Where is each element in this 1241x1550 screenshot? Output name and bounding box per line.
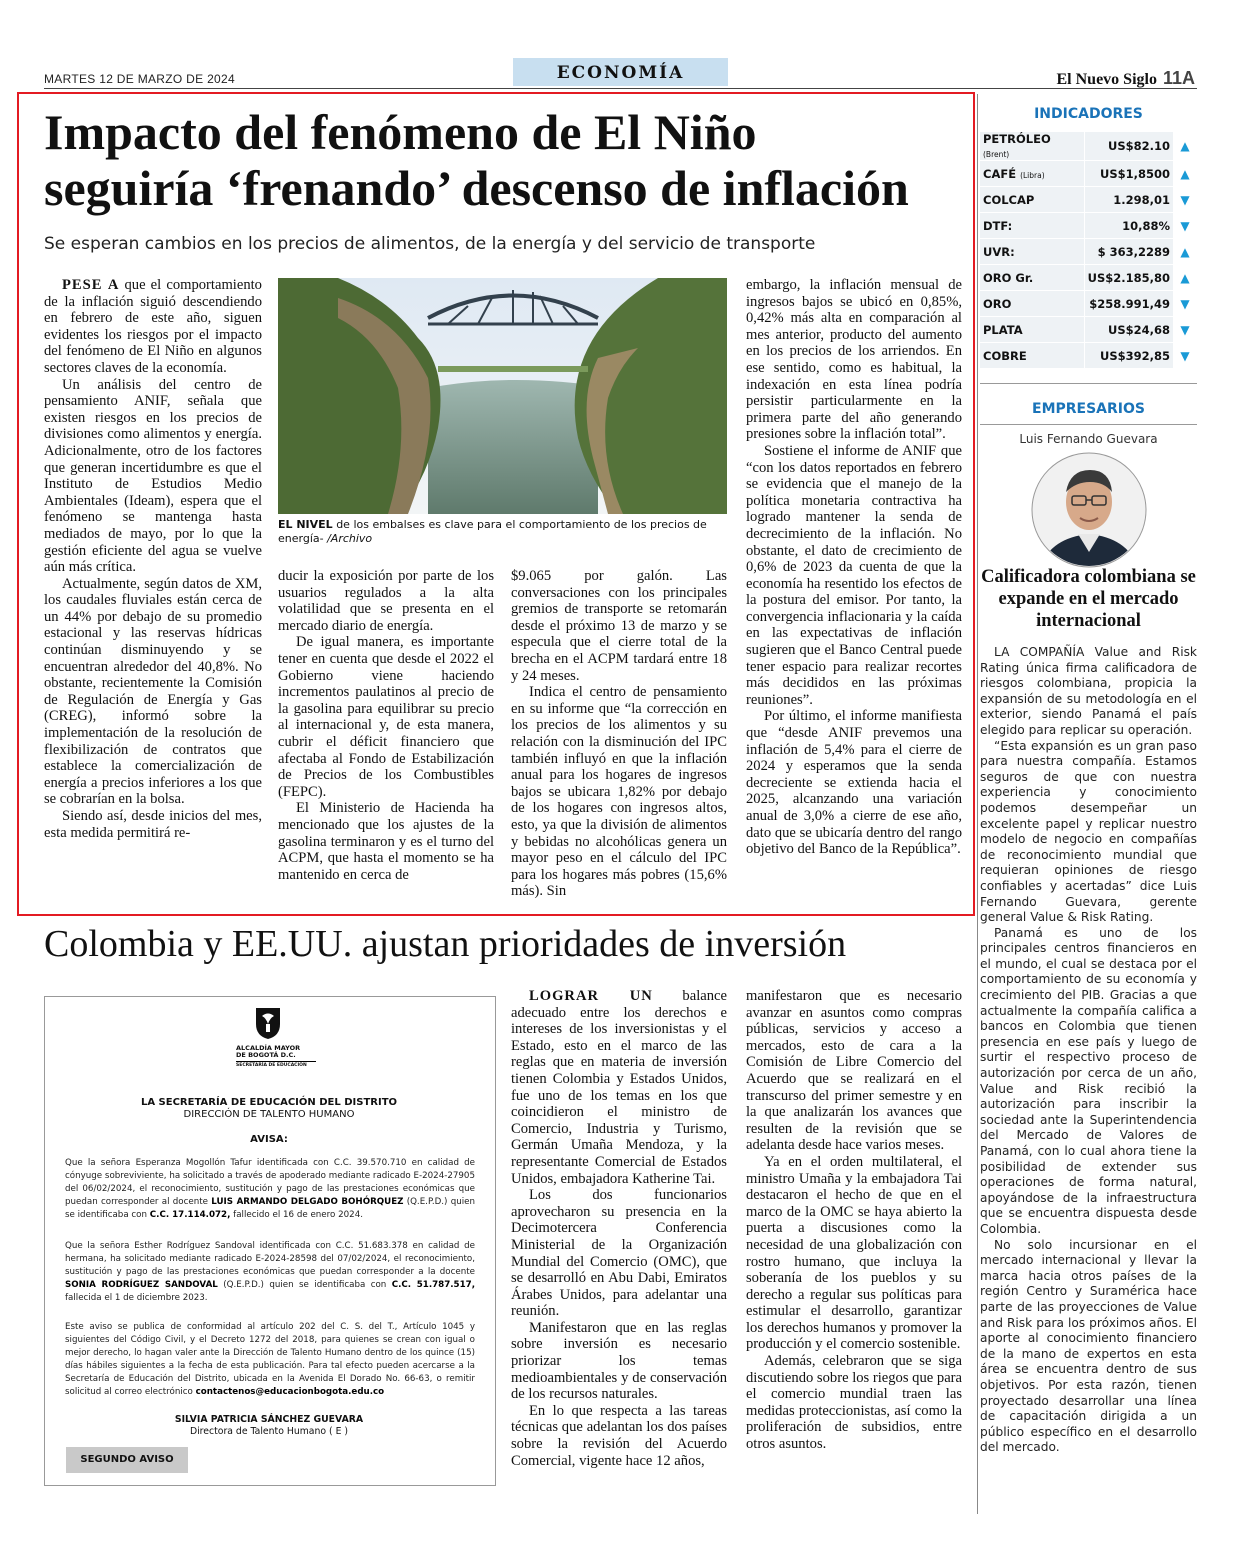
indicator-row	[980, 317, 1197, 343]
text-run: LUIS ARMANDO DELGADO BOHÓRQUEZ	[211, 1197, 404, 1207]
trend-up-icon: ▲	[1173, 132, 1197, 161]
notice-paragraph	[65, 1157, 475, 1222]
trend-down-icon: ▼	[1173, 291, 1197, 317]
notice-signer-role: Directora de Talento Humano ( E )	[189, 1426, 349, 1437]
paragraph: manifestaron que es necesario avanzar en asuntos como compras públicas, servicios y acceso a mercados, esto de cara a la Comisión de Libre Comercio del Acuerdo que se realizará en el transcurso del primer semestre y en la que analizarán los avances que resulten de la revisión que se adelanta desde hace varios meses.	[746, 988, 962, 1154]
paragraph: LA COMPAÑÍA Value and Risk Rating única firma calificadora de riesgos colombiana, propicia la expansión de su metodología en el exterior, siendo Panamá el país elegido para replicar su operación.	[980, 645, 1197, 737]
bogota-seal-icon	[248, 1006, 288, 1040]
lead-word: LOGRAR UN	[529, 988, 653, 1004]
paragraph: Manifestaron que en las reglas sobre inversión es necesario priorizar los temas medioambientales y de conservación de los recursos naturales.	[511, 1319, 727, 1403]
paragraph: No solo incursionar en el mercado internacional y llevar la marca hacia otros países de la región Centro y Suramérica hace parte de las proyecciones de Value and Risk para los próximos años. El aporte al conocimiento financiero de la mano de expertos en esta área se encuentra dentro de sus objetivos. Por esta razón, tienen proyectado desarrollar una línea de capacitación dirigida a un público específico en el desarrollo del mercado.	[980, 1237, 1197, 1455]
trend-up-icon: ▲	[1173, 239, 1197, 265]
text-run: (Q.E.P.D.) quien se identificaba con	[65, 1197, 475, 1220]
notice-avisa: AVISA:	[250, 1134, 288, 1145]
masthead-rule	[44, 88, 1197, 89]
second-headline: Colombia y EE.UU. ajustan prioridades de inversión	[44, 923, 847, 965]
indicators-heading: INDICADORES	[1034, 106, 1143, 122]
indicator-value: 10,88%	[1084, 213, 1173, 239]
columnist-name: Luis Fernando Guevara	[1019, 432, 1158, 446]
text-run: fallecida el 1 de diciembre 2023.	[65, 1293, 208, 1303]
indicator-name: PETRÓLEO	[983, 132, 1051, 146]
paragraph: Panamá es uno de los principales centros financieros en el mundo, el cual se destaca por el comportamiento de su economía y crecimiento del PIB. Gracias a que actualmente la compañía califica a bancos en Colombia que tienen presencia en ese país y luego de surtir el respectivo proceso de autorización por cerca de un año, Value and Risk recibió la autorización para inscribir la sociedad ante la Superintendencia del Mercado de Valores de Panamá, con lo cual ahora tiene la posibilidad de extender sus operaciones de forma natural, apoyándose de la infraestructura que se encuentra dispuesta desde Colombia.	[980, 925, 1197, 1236]
notice-signer: SILVIA PATRICIA SÁNCHEZ GUEVARA	[174, 1414, 364, 1425]
notice-paragraph	[65, 1240, 475, 1305]
indicator-name: COLCAP	[983, 192, 1035, 207]
paragraph: Además, celebraron que se siga discutiendo sobre los riegos que para el comercio mundial traen las medidas proteccionistas, así como la proliferación de subsidios, entre otros asuntos.	[746, 1353, 963, 1453]
notice-email-link[interactable]: contactenos@educacionbogota.edu.co	[195, 1387, 385, 1397]
article-dek: Se esperan cambios en los precios de alimentos, de la energía y del servicio de transporte	[44, 234, 816, 254]
text-run: Que la señora Esther Rodríguez Sandoval identificada con C.C. 51.683.378 en calidad de hermana, ha solicitado mediante radicado E-2024-28598 del 07/02/2024, el reconocimiento, sustitución y pago de las prestaciones económicas que puedan corresponder a la docente	[65, 1241, 475, 1277]
second-column-2	[746, 988, 962, 1453]
indicator-name: COBRE	[983, 348, 1027, 363]
indicator-row	[980, 239, 1197, 265]
paragraph: Indica el centro de pensamiento en su informe que “la corrección en los precios de los alimentos y su relación con la disminución del IPC también influyó en que la inflación anual para los hogares de ingresos bajos se ubicara 1,82% por debajo de los hogares con ingresos altos, esto, ya que la división de alimentos y bebidas no alcohólicas genera un mayor peso en el cálculo del IPC para los hogares más pobres (15,6% más). Sin	[511, 684, 727, 900]
paragraph: El Ministerio de Hacienda ha mencionado que los ajustes de la gasolina terminaron y es el turno del ACPM, que hasta el momento se ha mantenido en cerca de	[278, 800, 494, 883]
indicator-value: US$392,85	[1084, 343, 1173, 369]
trend-up-icon: ▲	[1173, 161, 1197, 187]
trend-up-icon: ▲	[1173, 265, 1197, 291]
empresarios-heading: EMPRESARIOS	[1032, 401, 1145, 417]
article-column-1	[44, 277, 262, 841]
sidebar-divider	[977, 94, 978, 1514]
trend-down-icon: ▼	[1173, 187, 1197, 213]
second-column-1	[511, 988, 727, 1469]
indicator-row	[980, 161, 1197, 187]
notice-paragraph	[65, 1321, 475, 1399]
page-number: 11A	[1162, 68, 1195, 88]
indicator-name: DTF:	[983, 218, 1013, 233]
article-column-3	[511, 568, 727, 900]
paragraph: que el comportamiento de la inflación siguió descendiendo en febrero de este año, siguen evidentes los riesgos por el impacto del fenómeno de El Niño en algunos sectores claves de la economía.	[44, 277, 262, 376]
text-run: (Q.E.P.D.) quien se identificaba con	[217, 1280, 392, 1290]
indicators-rule	[980, 383, 1197, 384]
text-run: fallecido el 16 de enero 2024.	[230, 1210, 363, 1220]
paragraph: Actualmente, según datos de XM, los caudales fluviales están cerca de un 44% por debajo de su promedio estacional y las reservas hídricas continúan disminuyendo y se encuentran alrededor del 40,8%. No obstante, recientemente la Comisión de Regulación de Energía y Gas (CREG), informó sobre la implementación de la resolución de flexibilización de contratos que establece la comercialización de energía a precios inferiores a los que se cobrarían en la bolsa.	[44, 575, 262, 808]
indicator-name: UVR:	[983, 244, 1015, 259]
indicator-row	[980, 291, 1197, 317]
indicator-value: $258.991,49	[1084, 291, 1173, 317]
indicator-value: US$1,8500	[1084, 161, 1173, 187]
photo-caption	[278, 518, 727, 546]
trend-down-icon: ▼	[1173, 213, 1197, 239]
indicator-value: 1.298,01	[1084, 187, 1173, 213]
indicator-name: CAFÉ	[983, 166, 1017, 181]
notice-heading: LA SECRETARÍA DE EDUCACIÓN DEL DISTRITO	[140, 1097, 398, 1108]
paragraph: Un análisis del centro de pensamiento ANIF, señala que existen riesgos en los precios de divisiones como alimentos y energía. Adicionalmente, otro de los factores que generan incertidumbre es que el Instituto de Estudios Medio Ambientales (Ideam), espera que el fenómeno se mantenga hasta mediados de mayo, por lo que la gestión eficiente del agua se vuelve aún más crítica.	[44, 376, 262, 576]
section-label: ECONOMÍA	[513, 58, 728, 86]
indicator-note: (Brent)	[983, 150, 1010, 159]
headline-line-2: seguiría ‘frenando’ descenso de inflación	[44, 160, 909, 216]
paragraph: Por último, el informe manifiesta que “desde ANIF prevemos una inflación de 5,4% para el cierre de 2024 y esperamos que la senda decreciente se extienda hacia el 2025, alcanzando una variación anual de 3,0% a cierre de ese año, dato que se ubicaría dentro del rango objetivo del Banco de la República”.	[746, 708, 962, 858]
lead-word: PESE A	[62, 277, 120, 293]
indicator-note: (Libra)	[1020, 170, 1045, 180]
indicator-row	[980, 187, 1197, 213]
paragraph: balance adecuado entre los derechos e intereses de los inversionistas y el Estado, esto en el marco de las reglas que en materia de inversión tienen Colombia y Estados Unidos, fue uno de los temas en los que coincidieron el ministro de Comercio, Industria y Turismo, Germán Umaña Mendoza, y la representante Comercial de Estados Unidos, embajadora Katherine Tai.	[511, 988, 727, 1187]
paragraph: Siendo así, desde inicios del mes, esta medida permitirá re-	[44, 808, 262, 841]
notice-org	[236, 1045, 316, 1069]
org-line: SECRETARÍA DE EDUCACIÓN	[236, 1061, 316, 1069]
indicator-value: US$2.185,80	[1084, 265, 1173, 291]
caption-text: de los embalses es clave para el comportamiento de los precios de energía-	[278, 518, 707, 545]
paragraph: En lo que respecta a las tareas técnicas que adelantan los dos países sobre la revisión del Acuerdo Comercial, vigente hace 12 años,	[511, 1402, 727, 1469]
paragraph: Sostiene el informe de ANIF que “con los datos reportados en febrero se evidencia que el manejo de la política monetaria contractiva ha logrado mantener la senda de decrecimiento de la inflación. No obstante, el dato de crecimiento de 0,6% de 2023 da cuenta de que la economía ha resentido los efectos de la postura del emisor. Por tanto, la convergencia inflacionaria y la caída en las expectativas de inflación sugieren que el Banco Central puede tener espacio para realizar recortes más decididos en las próximas reuniones”.	[746, 442, 962, 708]
paragraph: “Esta expansión es un gran paso para nuestra compañía. Estamos seguros de que con nuestra experiencia y conocimiento podemos desempeñar un excelente papel y replicar nuestro modelo de negocio en compañías de reconocimiento mundial que requieran opiniones de riesgo confiables y acertadas” dice Luis Fernando Guevara, gerente general Value & Risk Rating.	[980, 738, 1197, 925]
text-run: Este aviso se publica de conformidad al artículo 202 del C. S. del T., Artículo 1045 y siguientes del Código Civil, y el Decreto 1272 del 2018, para quienes se crean con igual o mejor derecho, lo hagan valer ante la Dirección de Talento Humano dentro de los quince (15) días hábiles siguientes a la fecha de esta publicación. Para tal efecto pueden acercarse a la Secretaría de Educación del Distrito, ubicada en la Avenida El Dorado No. 66-63, o remitir solicitud al correo electrónico	[65, 1322, 475, 1397]
newspaper-brand	[1057, 68, 1196, 89]
paragraph: Ya en el orden multilateral, el ministro Umaña y la embajadora Tai destacaron el hecho de que en el marco de la OMC se haya abierto la puerta a discusiones como la necesidad de una globalización con rostro humano, que incluya la soberanía de los pueblos y su derecho a regular sus políticas para estimular el desarrollo, garantizar los derechos humanos y promover la producción y el comercio sostenible.	[746, 1153, 962, 1353]
indicator-name: PLATA	[983, 322, 1023, 337]
columnist-portrait	[1030, 452, 1148, 568]
empresarios-body	[980, 645, 1197, 1456]
trend-down-icon: ▼	[1173, 343, 1197, 369]
trend-down-icon: ▼	[1173, 317, 1197, 343]
caption-label: EL NIVEL	[278, 518, 333, 531]
empresarios-rule	[980, 424, 1197, 425]
notice-subheading: DIRECCIÓN DE TALENTO HUMANO	[183, 1109, 355, 1120]
indicators-table	[980, 132, 1197, 369]
org-line: DE BOGOTÁ D.C.	[236, 1051, 296, 1060]
paragraph: ducir la exposición por parte de los usuarios regulados a la alta volatilidad que se presenta en el mercado diario de energía.	[278, 568, 494, 634]
text-run: Que la señora Esperanza Mogollón Tafur identificada con C.C. 39.570.710 en calidad de cónyuge sobreviviente, ha solicitado a través de apoderado mediante radicado E-2024-27905 del 06/02/2024, el reconocimiento, sustitución y pago de las prestaciones económicas que puedan corresponder al docente	[65, 1158, 475, 1207]
indicator-row	[980, 213, 1197, 239]
indicator-row	[980, 265, 1197, 291]
text-run: C.C. 17.114.072,	[149, 1210, 231, 1220]
headline-line-1: Impacto del fenómeno de El Niño	[44, 104, 757, 160]
article-column-4	[746, 277, 962, 858]
indicator-row	[980, 343, 1197, 369]
main-headline	[44, 104, 964, 216]
indicator-value: US$82.10	[1084, 132, 1173, 161]
paragraph: embargo, la inflación mensual de ingresos bajos se ubicó en 0,85%, 0,42% más alta en comparación al mes anterior, producto del aumento en los precios de los arriendos. En ese sentido, como es habitual, la indexación en esta línea podría persistir particularmente en la primera parte del año generando presiones sobre la inflación total”.	[746, 277, 962, 443]
caption-credit: /Archivo	[327, 532, 373, 545]
text-run: C.C. 51.787.517,	[391, 1280, 475, 1290]
paragraph: $9.065 por galón. Las conversaciones con los principales gremios de transporte se retomarán desde el próximo 13 de marzo y se especula que el cierre total de la brecha en el ACPM tardará entre 18 y 24 meses.	[511, 568, 727, 684]
indicator-name: ORO	[983, 296, 1012, 311]
org-line: ALCALDÍA MAYOR	[236, 1044, 301, 1052]
text-run: SONIA RODRÍGUEZ SANDOVAL	[65, 1280, 218, 1290]
indicator-row	[980, 132, 1197, 161]
indicator-value: $ 363,2289	[1084, 239, 1173, 265]
issue-date: MARTES 12 DE MARZO DE 2024	[44, 72, 235, 86]
empresarios-headline: Calificadora colombiana se expande en el mercado internacional	[981, 567, 1196, 631]
paragraph: De igual manera, es importante tener en cuenta que desde el 2022 el Gobierno viene haciendo incrementos paulatinos al precio de la gasolina para equilibrar su precio al internacional y, de esta manera, cubrir el déficit financiero que afectaba al Fondo de Estabilización de Precios de los Combustibles (FEPC).	[278, 634, 494, 800]
paragraph: Los dos funcionarios aprovecharon su presencia en la Decimotercera Conferencia Ministerial de la Organización Mundial del Comercio (OMC), que se desarrolló en Abu Dabi, Emiratos Árabes Unidos, para adelantar una reunión.	[511, 1187, 727, 1320]
notice-badge: SEGUNDO AVISO	[66, 1447, 188, 1473]
article-column-2	[278, 568, 494, 883]
brand-name: El Nuevo Siglo	[1056, 71, 1157, 88]
indicator-name: ORO Gr.	[983, 270, 1034, 285]
reservoir-photo	[278, 278, 727, 514]
indicator-value: US$24,68	[1084, 317, 1173, 343]
